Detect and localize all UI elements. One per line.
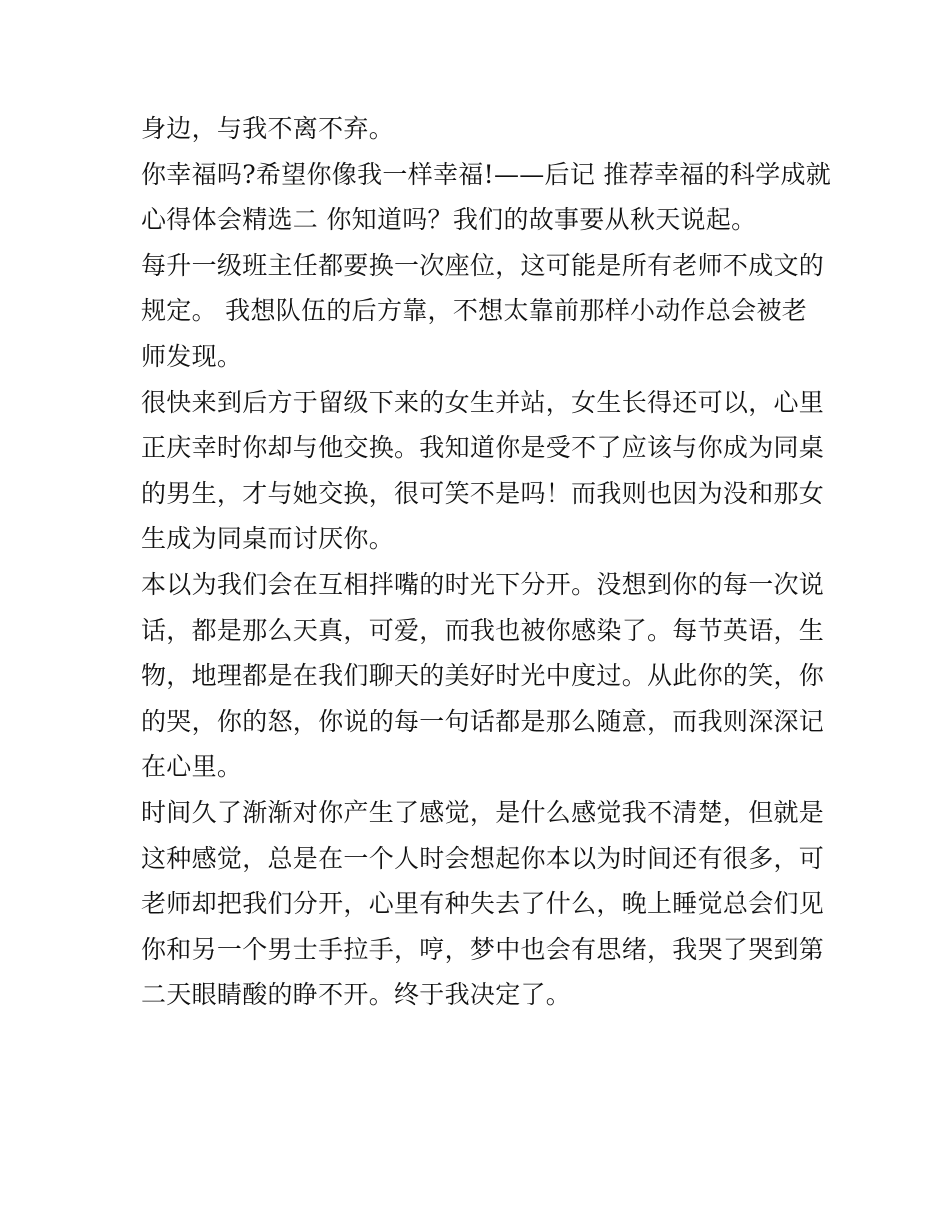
text-line: 每升一级班主任都要换一次座位，这可能是所有老师不成文的 bbox=[141, 250, 825, 280]
text-line: 你幸福吗?希望你像我一样幸福!——后记 推荐幸福的科学成就 bbox=[141, 159, 832, 189]
text-line: 的男生，才与她交换，很可笑不是吗！而我则也因为没和那女 bbox=[141, 478, 825, 508]
text-line: 话，都是那么天真，可爱，而我也被你感染了。每节英语，生 bbox=[141, 615, 825, 645]
text-line: 物，地理都是在我们聊天的美好时光中度过。从此你的笑，你 bbox=[141, 661, 825, 691]
text-line: 很快来到后方于留级下来的女生并站，女生长得还可以，心里 bbox=[141, 387, 825, 417]
paragraph-5 bbox=[141, 562, 825, 790]
document-page bbox=[141, 106, 832, 1018]
text-line: 生成为同桌而讨厌你。 bbox=[141, 524, 395, 554]
text-line: 二天眼睛酸的睁不开。终于我决定了。 bbox=[141, 980, 572, 1010]
text-line: 这种感觉，总是在一个人时会想起你本以为时间还有很多，可 bbox=[141, 843, 825, 873]
text-line: 老师却把我们分开，心里有种失去了什么，晚上睡觉总会们见 bbox=[141, 889, 825, 919]
paragraph-1 bbox=[141, 106, 811, 152]
paragraph-2 bbox=[141, 152, 832, 243]
text-line: 师发现。 bbox=[141, 341, 243, 371]
text-line: 正庆幸时你却与他交换。我知道你是受不了应该与你成为同桌 bbox=[141, 433, 825, 463]
text-line: 时间久了渐渐对你产生了感觉，是什么感觉我不清楚，但就是 bbox=[141, 797, 825, 827]
text-line: 心得体会精选二 你知道吗？我们的故事要从秋天说起。 bbox=[141, 205, 757, 235]
text-line: 规定。 我想队伍的后方靠，不想太靠前那样小动作总会被老 bbox=[141, 296, 808, 326]
paragraph-4 bbox=[141, 380, 825, 562]
text-line: 身边，与我不离不弃。 bbox=[141, 114, 395, 143]
paragraph-3 bbox=[141, 243, 825, 380]
text-line: 的哭，你的怒，你说的每一句话都是那么随意，而我则深深记 bbox=[141, 706, 825, 736]
paragraph-6 bbox=[141, 790, 825, 1018]
text-line: 在心里。 bbox=[141, 752, 243, 782]
text-line: 本以为我们会在互相拌嘴的时光下分开。没想到你的每一次说 bbox=[141, 569, 825, 599]
text-line: 你和另一个男士手拉手，哼，梦中也会有思绪，我哭了哭到第 bbox=[141, 934, 825, 964]
